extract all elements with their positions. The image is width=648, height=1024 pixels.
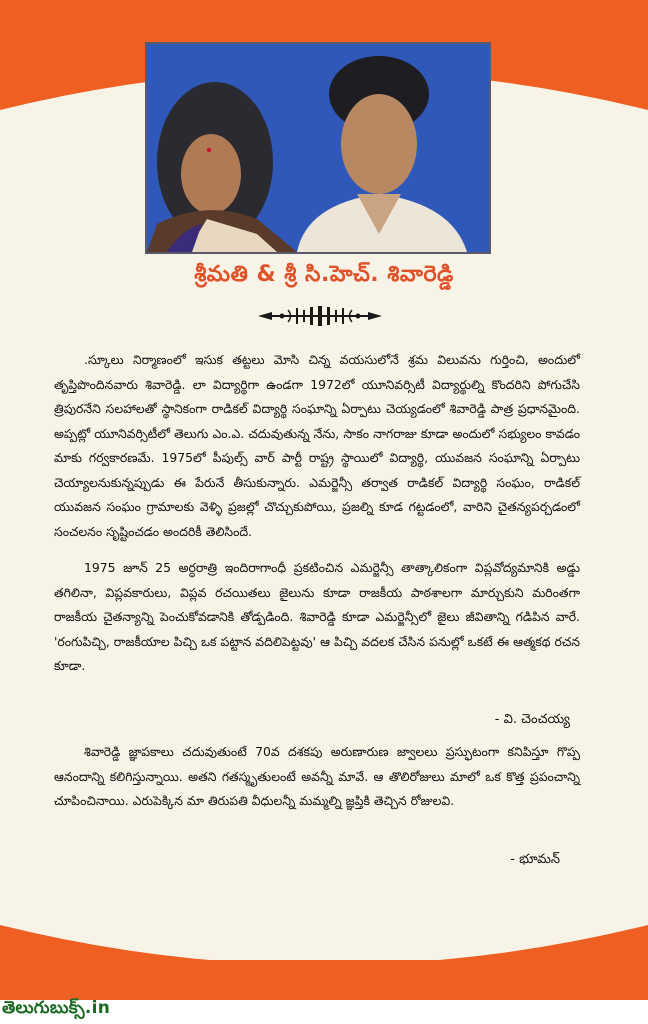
divider-ornament-icon <box>258 304 382 328</box>
signature-bhuman: - భూమన్ <box>510 852 560 867</box>
photo-caption: శ్రీమతి & శ్రీ సి.హెచ్. శివారెడ్డి <box>194 262 454 287</box>
paragraph-3: శివారెడ్డి జ్ఞాపకాలు చదువుతుంటే 70వ దశకపు అరుణారుణ జ్వాలలు ప్రస్ఫుటంగా కనిపిస్తూ గొప్ప ఆనందాన్ని కలిగిస్తున్నాయి. అతని గతస్మృతులంటే అవన్నీ మావే. ఆ తొలిరోజులు మాలో ఒక కొత్త ప్రపంచాన్ని చూపించినాయి. ఎరుపెక్కిన మా తిరుపతి వీధులన్నీ మమ్మల్ని జ్ఞప్తికి తెచ్చిన రోజులవి. <box>54 744 580 808</box>
couple-photo <box>145 42 491 254</box>
signature-chenchayya: - వి. చెంచయ్య <box>494 712 570 727</box>
site-logo: తెలుగుబుక్స్.in <box>2 998 111 1018</box>
body-text-block-1 <box>54 348 580 679</box>
paragraph-2: 1975 జూన్ 25 అర్ధరాత్రి ఇందిరాగాంధీ ప్రకటించిన ఎమర్జెన్సీ తాత్కాలికంగా విప్లవోద్యమానికి అడ్డు తగిలినా, విప్లవకారులు, విప్లవ రచయితలు జైలును కూడా రాజకీయ పాఠశాలగా మార్చుకుని మరింతగా రాజకీయ చైతన్యాన్ని పెంచుకోవడానికి తోడ్పడింది. శివారెడ్డి కూడా ఎమర్జెన్సీలో జైలు జీవితాన్ని గడిపిన వారే. 'రంగుపిచ్చి, రాజకీయాల పిచ్చి ఒక పట్టాన వదిలిపెట్టవు' ఆ పిచ్చి వదలక చేసిన పనుల్లో ఒకటే ఈ ఆత్మకథ రచన కూడా. <box>54 560 580 673</box>
body-text-block-2 <box>54 740 580 814</box>
paragraph-1: .స్కూలు నిర్మాణంలో ఇసుక తట్టలు మోసి చిన్న వయసులోనే శ్రమ విలువను గుర్తించి, అందులో తృప్తిపొందినవారు శివారెడ్డి. లా విద్యార్థిగా ఉండగా 1972లో యూనివర్సిటీ విద్యార్థుల్ని కొందరిని పోగుచేసి త్రిపురనేని సలహాలతో స్థానికంగా రాడికల్ విద్యార్థి సంఘాన్ని ఏర్పాటు చెయ్యడంలో శివారెడ్డి పాత్ర ప్రధానమైంది. అప్పట్లో యూనివర్సిటీలో తెలుగు ఎం.ఎ. చదువుతున్న నేను, సాకం నాగరాజు కూడా అందులో సభ్యులం కావడం మాకు గర్వకారణమే. 1975లో పీపుల్స్ వార్ పార్టీ రాష్ట్ర స్థాయిలో విద్యార్థి, యువజన సంఘాన్ని ఏర్పాటు చెయ్యాలనుకున్నప్పుడు ఈ పేరునే తీసుకున్నారు. ఎమర్జెన్సీ తర్వాత రాడికల్ విద్యార్థి సంఘం, రాడికల్ యువజన సంఘం గ్రామాలకు వెళ్ళి ప్రజల్లో చొచ్చుకుపోయి, ప్రజల్ని కూడ గట్టడంలో, వారిని చైతన్యపర్చడంలో సంచలనం సృష్టించడం అందరికీ తెలిసిందే. <box>54 352 580 539</box>
